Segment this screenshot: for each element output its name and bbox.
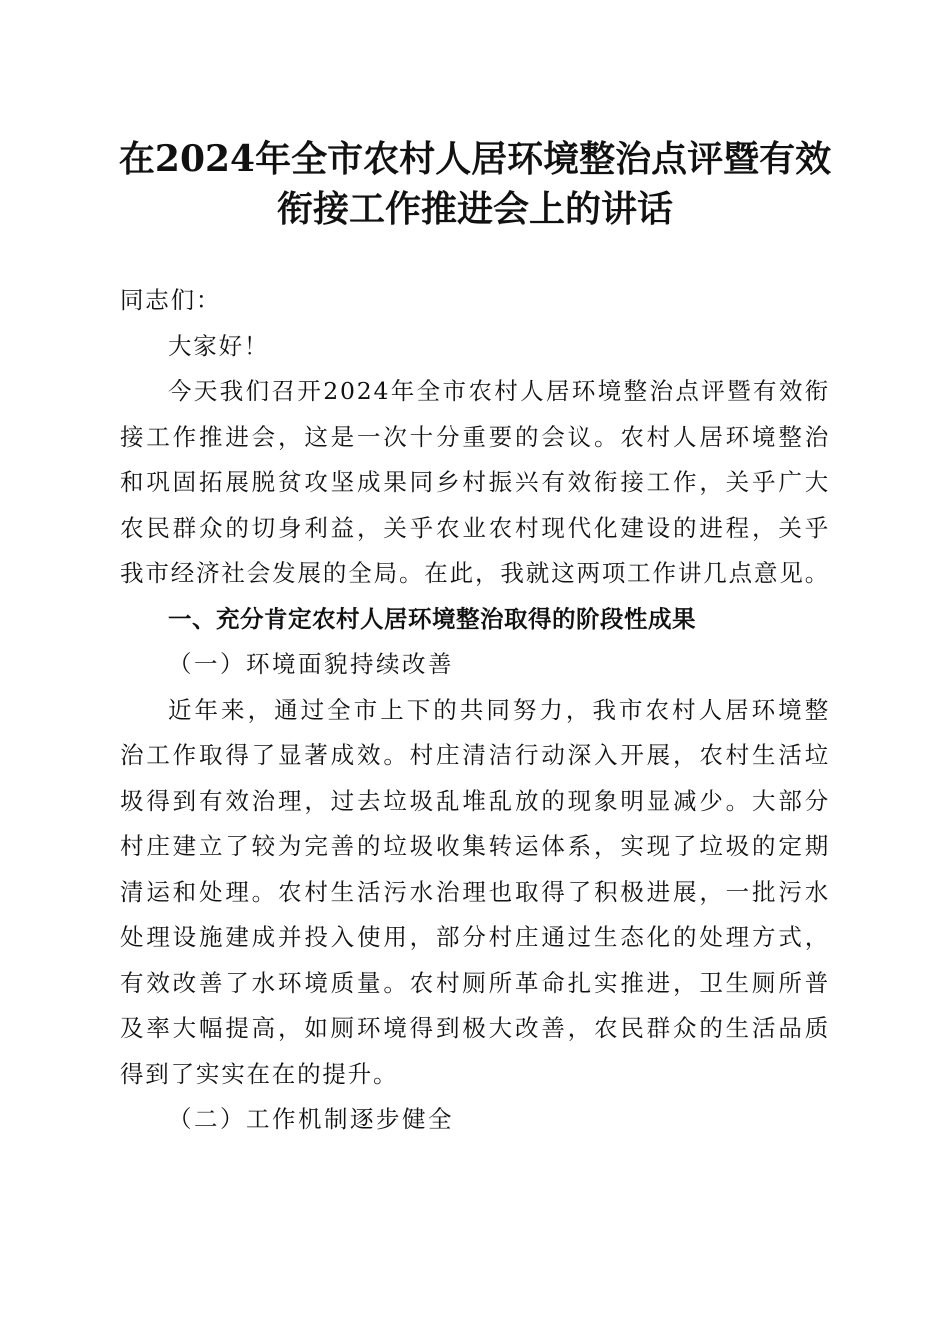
intro-line: 接工作推进会，这是一次十分重要的会议。农村人居环境整治: [120, 422, 830, 451]
intro-line: 和巩固拓展脱贫攻坚成果同乡村振兴有效衔接工作，关乎广大: [120, 468, 830, 496]
section1-line: 得到了实实在在的提升。: [120, 1059, 399, 1088]
section1-line: 及率大幅提高，如厕环境得到极大改善，农民群众的生活品质: [120, 1014, 830, 1042]
salutation: 同志们：: [120, 286, 222, 314]
section1-line: 有效改善了水环境质量。农村厕所革命扎实推进，卫生厕所普: [120, 968, 830, 997]
subsection-heading-2: （二）工作机制逐步健全: [168, 1105, 454, 1133]
section1-line: 近年来，通过全市上下的共同努力，我市农村人居环境整: [168, 695, 830, 724]
section-heading-1: 一、充分肯定农村人居环境整治取得的阶段性成果: [168, 604, 696, 633]
section1-line: 圾得到有效治理，过去垃圾乱堆乱放的现象明显减少。大部分: [120, 786, 830, 815]
document-title: [100, 134, 850, 234]
subsection-heading-1: （一）环境面貌持续改善: [168, 650, 454, 678]
section1-line: 清运和处理。农村生活污水治理也取得了积极进展，一批污水: [120, 877, 830, 906]
section1-line: 治工作取得了显著成效。村庄清洁行动深入开展，农村生活垃: [120, 741, 830, 769]
section1-line: 处理设施建成并投入使用，部分村庄通过生态化的处理方式，: [120, 923, 830, 951]
title-line-2: 衔接工作推进会上的讲话: [276, 188, 673, 230]
intro-line: 今天我们召开2024年全市农村人居环境整治点评暨有效衔: [168, 377, 830, 405]
title-line-1: 在2024年全市农村人居环境整治点评暨有效: [118, 138, 832, 180]
intro-line: 我市经济社会发展的全局。在此，我就这两项工作讲几点意见。: [120, 559, 830, 587]
greeting: 大家好！: [168, 331, 270, 360]
section1-line: 村庄建立了较为完善的垃圾收集转运体系，实现了垃圾的定期: [120, 832, 830, 860]
intro-line: 农民群众的切身利益，关乎农业农村现代化建设的进程，关乎: [120, 513, 830, 542]
document-body: [120, 278, 830, 1143]
